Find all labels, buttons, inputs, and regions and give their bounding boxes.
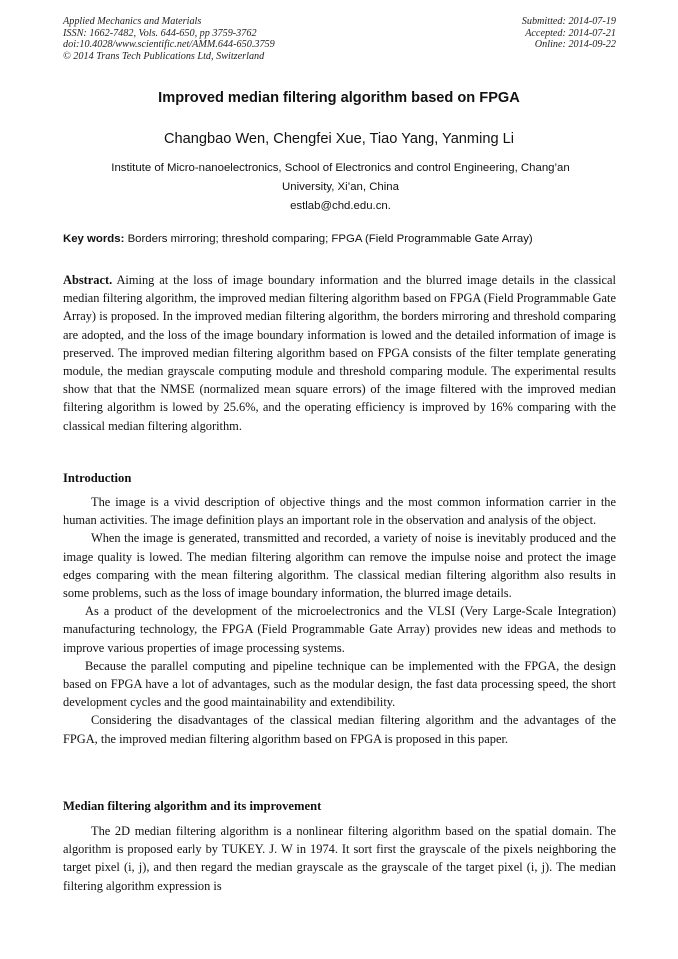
submitted-date: Submitted: 2014-07-19 — [521, 16, 616, 27]
paragraph: The 2D median filtering algorithm is a nonlinear filtering algorithm based on the spatial domain. The algorithm is proposed early by TUKEY. J. W in 1974. It sort first the grayscale of the pixels neighboring the target pixel (i, j), and then regard the median grayscale as the grayscale of the target pixel (i, j). The median filtering algorithm expression is — [63, 824, 616, 893]
paper-title: Improved median filtering algorithm based on FPGA — [158, 90, 520, 106]
paragraph: Because the parallel computing and pipeline technique can be implemented with the FPGA, the design based on FPGA have a lot of advantages, such as the modular design, the fast data processing speed, the short development cycles and the good maintainability and extendibility. — [63, 658, 616, 710]
affiliation — [63, 159, 618, 216]
section-heading-introduction: Introduction — [63, 471, 132, 485]
publication-dates — [522, 16, 616, 51]
keywords-text: Borders mirroring; threshold comparing; FPGA (Field Programmable Gate Array) — [124, 233, 533, 245]
journal-doi: doi:10.4028/www.scientific.net/AMM.644-650.3759 — [63, 39, 275, 51]
contact-email: estlab@chd.edu.cn. — [290, 200, 391, 212]
section-heading-median-filtering: Median filtering algorithm and its improvement — [63, 799, 322, 813]
introduction-body — [63, 493, 616, 748]
author-list: Changbao Wen, Chengfei Xue, Tiao Yang, Yanming Li — [164, 131, 514, 147]
journal-copyright: © 2014 Trans Tech Publications Ltd, Switzerland — [63, 50, 265, 62]
abstract — [63, 271, 616, 435]
abstract-label: Abstract. — [63, 273, 113, 287]
online-date: Online: 2014-09-22 — [534, 39, 616, 51]
paragraph: Considering the disadvantages of the classical median filtering algorithm and the advantages of the FPGA, the improved median filtering algorithm based on FPGA is proposed in this paper. — [63, 713, 616, 746]
affiliation-line: University, Xi’an, China — [282, 181, 399, 193]
paragraph: The image is a vivid description of objective things and the most common information carrier in the human activities. The image definition plays an important role in the observation and analysis of the object. — [63, 495, 616, 528]
journal-issn: ISSN: 1662-7482, Vols. 644-650, pp 3759-3762 — [63, 27, 257, 39]
paragraph: When the image is generated, transmitted and recorded, a variety of noise is inevitably produced and the image quality is lowed. The median filtering algorithm can remove the impulse noise and protect the image edges comparing with the mean filtering algorithm. The classical median filtering algorithm also results in some problems, such as the loss of image boundary information, the blurred image details. — [63, 531, 616, 601]
accepted-date: Accepted: 2014-07-21 — [525, 27, 616, 39]
keywords — [63, 233, 623, 245]
journal-name: Applied Mechanics and Materials — [63, 16, 202, 27]
median-section-body — [63, 822, 616, 895]
keywords-label: Key words: — [63, 233, 125, 245]
paragraph: As a product of the development of the microelectronics and the VLSI (Very Large-Scale Integration) manufacturing technology, the FPGA (Field Programmable Gate Array) provides new ideas and methods to improve various properties of image processing systems. — [63, 604, 616, 655]
journal-info — [63, 16, 275, 62]
affiliation-line: Institute of Micro-nanoelectronics, School of Electronics and control Engineering, Chang’an — [111, 162, 570, 174]
abstract-text: Aiming at the loss of image boundary information and the blurred image details in the classical median filtering algorithm, the improved median filtering algorithm based on FPGA (Field Programmable Gate Array) is proposed. In the improved median filtering algorithm, the borders mirroring and threshold comparing are adopted, and the loss of the image boundary information is lowed and the detailed information of image is preserved. The improved median filtering algorithm based on FPGA consists of the filter template generating module, the median grayscale computing module and threshold comparing module. The experimental results show that that the NMSE (normalized mean square errors) of the image filtered with the improved median filtering algorithm is lowed by 25.6%, and the operating efficiency is improved by 16% comparing with the classical median filtering algorithm. — [63, 273, 616, 433]
